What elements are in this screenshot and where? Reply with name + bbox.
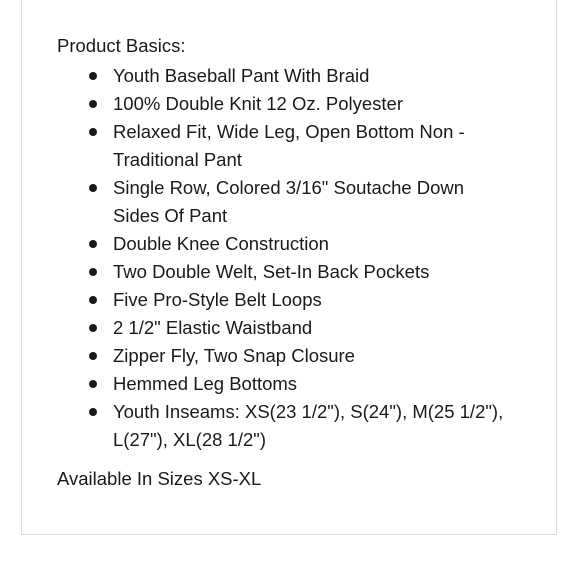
feature-item: Hemmed Leg Bottoms: [86, 370, 506, 398]
feature-item: Five Pro-Style Belt Loops: [86, 286, 506, 314]
feature-item: Relaxed Fit, Wide Leg, Open Bottom Non - Traditional Pant: [86, 118, 506, 174]
feature-item: 100% Double Knit 12 Oz. Polyester: [86, 90, 506, 118]
feature-item: Two Double Welt, Set-In Back Pockets: [86, 258, 506, 286]
available-sizes-text: Available In Sizes XS-XL: [57, 468, 262, 489]
feature-item: Single Row, Colored 3/16" Soutache Down Sides Of Pant: [86, 174, 506, 230]
feature-item: Youth Inseams: XS(23 1/2"), S(24"), M(25 1/2"), L(27"), XL(28 1/2"): [86, 398, 506, 454]
feature-item: Double Knee Construction: [86, 230, 506, 258]
feature-list: [86, 62, 506, 454]
feature-item: Zipper Fly, Two Snap Closure: [86, 342, 506, 370]
feature-item: 2 1/2" Elastic Waistband: [86, 314, 506, 342]
feature-item: Youth Baseball Pant With Braid: [86, 62, 506, 90]
product-basics-heading: Product Basics:: [57, 35, 186, 56]
